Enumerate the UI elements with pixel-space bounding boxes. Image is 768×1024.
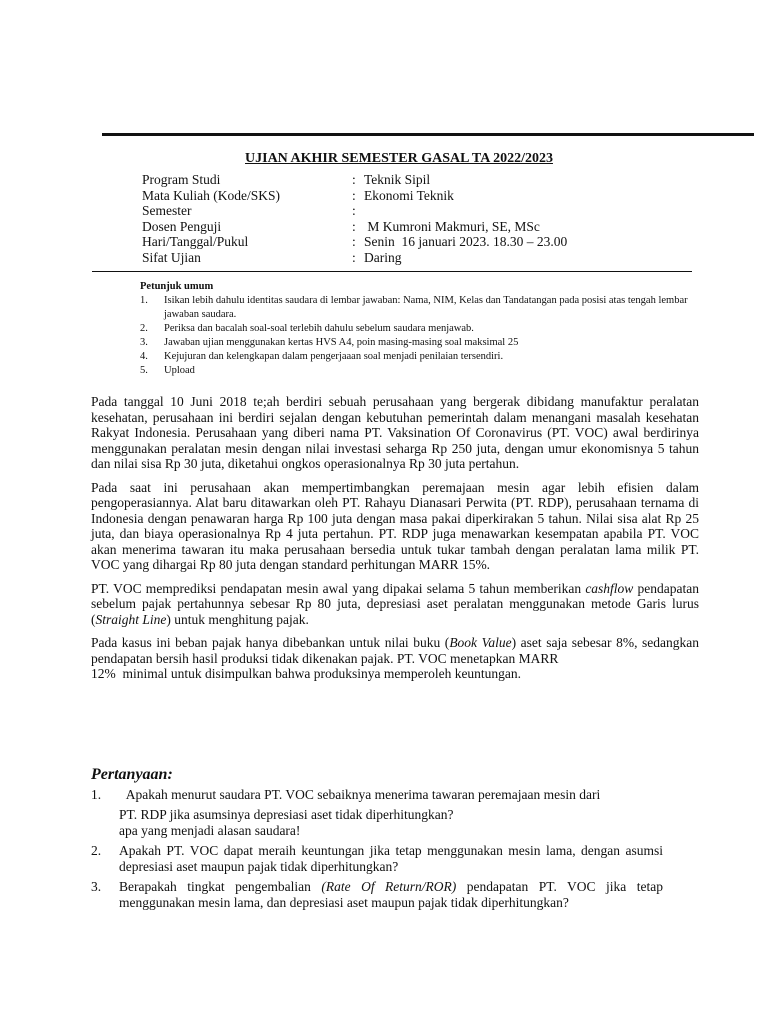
item-text: Jawaban ujian menggunakan kertas HVS A4, poin masing-masing soal maksimal 25 xyxy=(164,337,519,348)
exam-title: UJIAN AKHIR SEMESTER GASAL TA 2022/2023 xyxy=(245,151,553,166)
text-segment: Berapakah tingkat pengembalian xyxy=(119,879,322,894)
list-item xyxy=(140,364,700,378)
item-text: Periksa dan bacalah soal-soal terlebih dahulu sebelum saudara menjawab. xyxy=(164,323,474,334)
info-label: Hari/Tanggal/Pukul xyxy=(142,234,249,249)
info-colon: : xyxy=(352,249,356,265)
text-emphasis: (Rate Of Return/ROR) xyxy=(321,879,457,894)
info-label: Program Studi xyxy=(142,172,221,187)
question-1 xyxy=(91,787,663,803)
header-divider xyxy=(92,271,692,272)
info-colon: : xyxy=(352,187,356,203)
paragraph-company-background: Pada tanggal 10 Juni 2018 te;ah berdiri sebuah perusahaan yang bergerak dibidang manufaktur peralatan kesehatan, perusahaan ini berdiri sejalan dengan kebutuhan pemerintah dalam menangani masalah kesehatan Rakyat Indonesia. Perusahaan yang diberi nama PT. Vaksination Of Coronavirus (PT. VOC) awal berdirinya menggunakan peralatan mesin dengan nilai investasi seharga Rp 250 juta, dengan umur ekonomisnya 5 tahun dan nilai sisa Rp 30 juta, diketahui ongkos operasionalnya Rp 30 juta pertahun. xyxy=(91,394,699,471)
paragraph-new-machine-offer: Pada saat ini perusahaan akan mempertimbangkan peremajaan mesin agar lebih efisien dalam pengoperasiannya. Alat baru ditawarkan oleh PT. Rahayu Dianasari Perwita (PT. RDP), perusahaan ternama di Indonesia dengan penawaran harga Rp 100 juta dengan masa pakai diperkirakan 5 tahun. Nilai sisa alat Rp 25 juta, dan biaya operasionalnya Rp 4 juta pertahun. PT. RDP juga menawarkan kesempatan apabila PT. VOC akan menerima tawaran itu maka perusahaan bersedia untuk tukar tambah dengan peralatan lama milik PT. VOC yang dihargai Rp 80 juta dengan standard perhitungan MARR 15%. xyxy=(91,479,699,572)
question-text: Apakah PT. VOC dapat meraih keuntungan jika tetap menggunakan mesin lama, dengan asumsi depresiasi aset maupun pajak tidak diperhitungkan? xyxy=(119,843,663,874)
text-segment: ) untuk menghitung pajak. xyxy=(166,611,309,627)
general-instructions xyxy=(140,280,700,378)
question-3 xyxy=(91,879,663,911)
item-text: Isikan lebih dahulu identitas saudara di lembar jawaban: Nama, NIM, Kelas dan Tandatangan pada posisi atas tengah lembar jawaban saudara. xyxy=(164,295,688,320)
info-label: Mata Kuliah (Kode/SKS) xyxy=(142,187,280,203)
text-emphasis: Straight Line xyxy=(95,611,167,627)
instructions-list xyxy=(140,294,700,378)
info-row-semester xyxy=(142,203,567,219)
info-row-program xyxy=(142,172,567,188)
info-colon: : xyxy=(352,234,356,249)
question-number: 3. xyxy=(91,879,102,894)
questions-section xyxy=(91,767,663,911)
info-row-datetime xyxy=(142,234,567,250)
item-number: 4. xyxy=(140,351,148,362)
question-1-continuation: PT. RDP jika asumsinya depresiasi aset tidak diperhitungkan? xyxy=(119,807,454,822)
info-value: Teknik Sipil xyxy=(364,172,431,187)
text-segment: PT. VOC memprediksi pendapatan mesin awal yang dipakai selama 5 tahun memberikan xyxy=(91,580,586,596)
item-number: 3. xyxy=(140,337,148,348)
paragraph-marr: 12% minimal untuk disimpulkan bahwa produksinya memperoleh keuntungan. xyxy=(91,666,522,681)
questions-heading: Pertanyaan: xyxy=(91,766,173,783)
list-item xyxy=(140,294,700,322)
item-number: 1. xyxy=(140,295,148,306)
text-segment: pendapatan sebelum pajak pertahunnya sebesar Rp 80 juta, depresiasi aset peralatan menggunakan metode Garis lurus ( xyxy=(91,580,700,627)
paragraph-cashflow xyxy=(91,581,699,628)
text-emphasis: Book Value xyxy=(449,635,512,650)
item-number: 5. xyxy=(140,365,148,376)
info-label: Dosen Penguji xyxy=(142,218,222,234)
info-value: Senin 16 januari 2023. 18.30 – 23.00 xyxy=(364,234,568,249)
list-item xyxy=(140,350,700,364)
question-number: 1. xyxy=(91,787,102,802)
item-number: 2. xyxy=(140,323,148,334)
exam-info-table xyxy=(142,172,567,265)
info-label: Sifat Ujian xyxy=(142,249,201,265)
paragraph-tax xyxy=(91,635,699,666)
question-1-followup: apa yang menjadi alasan saudara! xyxy=(119,823,301,838)
text-segment: ) aset saja sebesar 8%, sedangkan pendapatan bersih hasil produksi tidak dikenakan pajak. PT. VOC menetapkan MARR xyxy=(91,635,699,666)
instructions-title: Petunjuk umum xyxy=(140,281,214,292)
question-2 xyxy=(91,843,663,875)
info-colon: : xyxy=(352,172,356,187)
info-value: M Kumroni Makmuri, SE, MSc xyxy=(364,218,540,234)
case-description xyxy=(91,394,699,682)
top-divider xyxy=(102,133,754,136)
info-value: Ekonomi Teknik xyxy=(364,187,454,203)
text-segment: pendapatan PT. VOC jika tetap menggunakan mesin lama, dan depresiasi aset maupun pajak tidak diperhitungkan? xyxy=(119,879,663,910)
list-item xyxy=(140,336,700,350)
info-row-mode xyxy=(142,250,567,266)
text-emphasis: cashflow xyxy=(585,580,634,596)
info-colon: : xyxy=(352,218,356,234)
info-colon: : xyxy=(352,203,356,218)
text-segment: Pada kasus ini beban pajak hanya dibebankan untuk nilai buku ( xyxy=(91,635,450,650)
item-text: Kejujuran dan kelengkapan dalam pengerjaaan soal menjadi penilaian tersendiri. xyxy=(164,351,504,362)
info-value: Daring xyxy=(364,249,402,265)
question-number: 2. xyxy=(91,843,102,858)
info-label: Semester xyxy=(142,203,192,218)
item-text: Upload xyxy=(164,365,195,376)
question-text: Apakah menurut saudara PT. VOC sebaiknya menerima tawaran peremajaan mesin dari xyxy=(119,787,601,802)
question-text xyxy=(119,879,663,911)
list-item xyxy=(140,322,700,336)
info-row-examiner xyxy=(142,219,567,235)
info-row-course xyxy=(142,188,567,204)
